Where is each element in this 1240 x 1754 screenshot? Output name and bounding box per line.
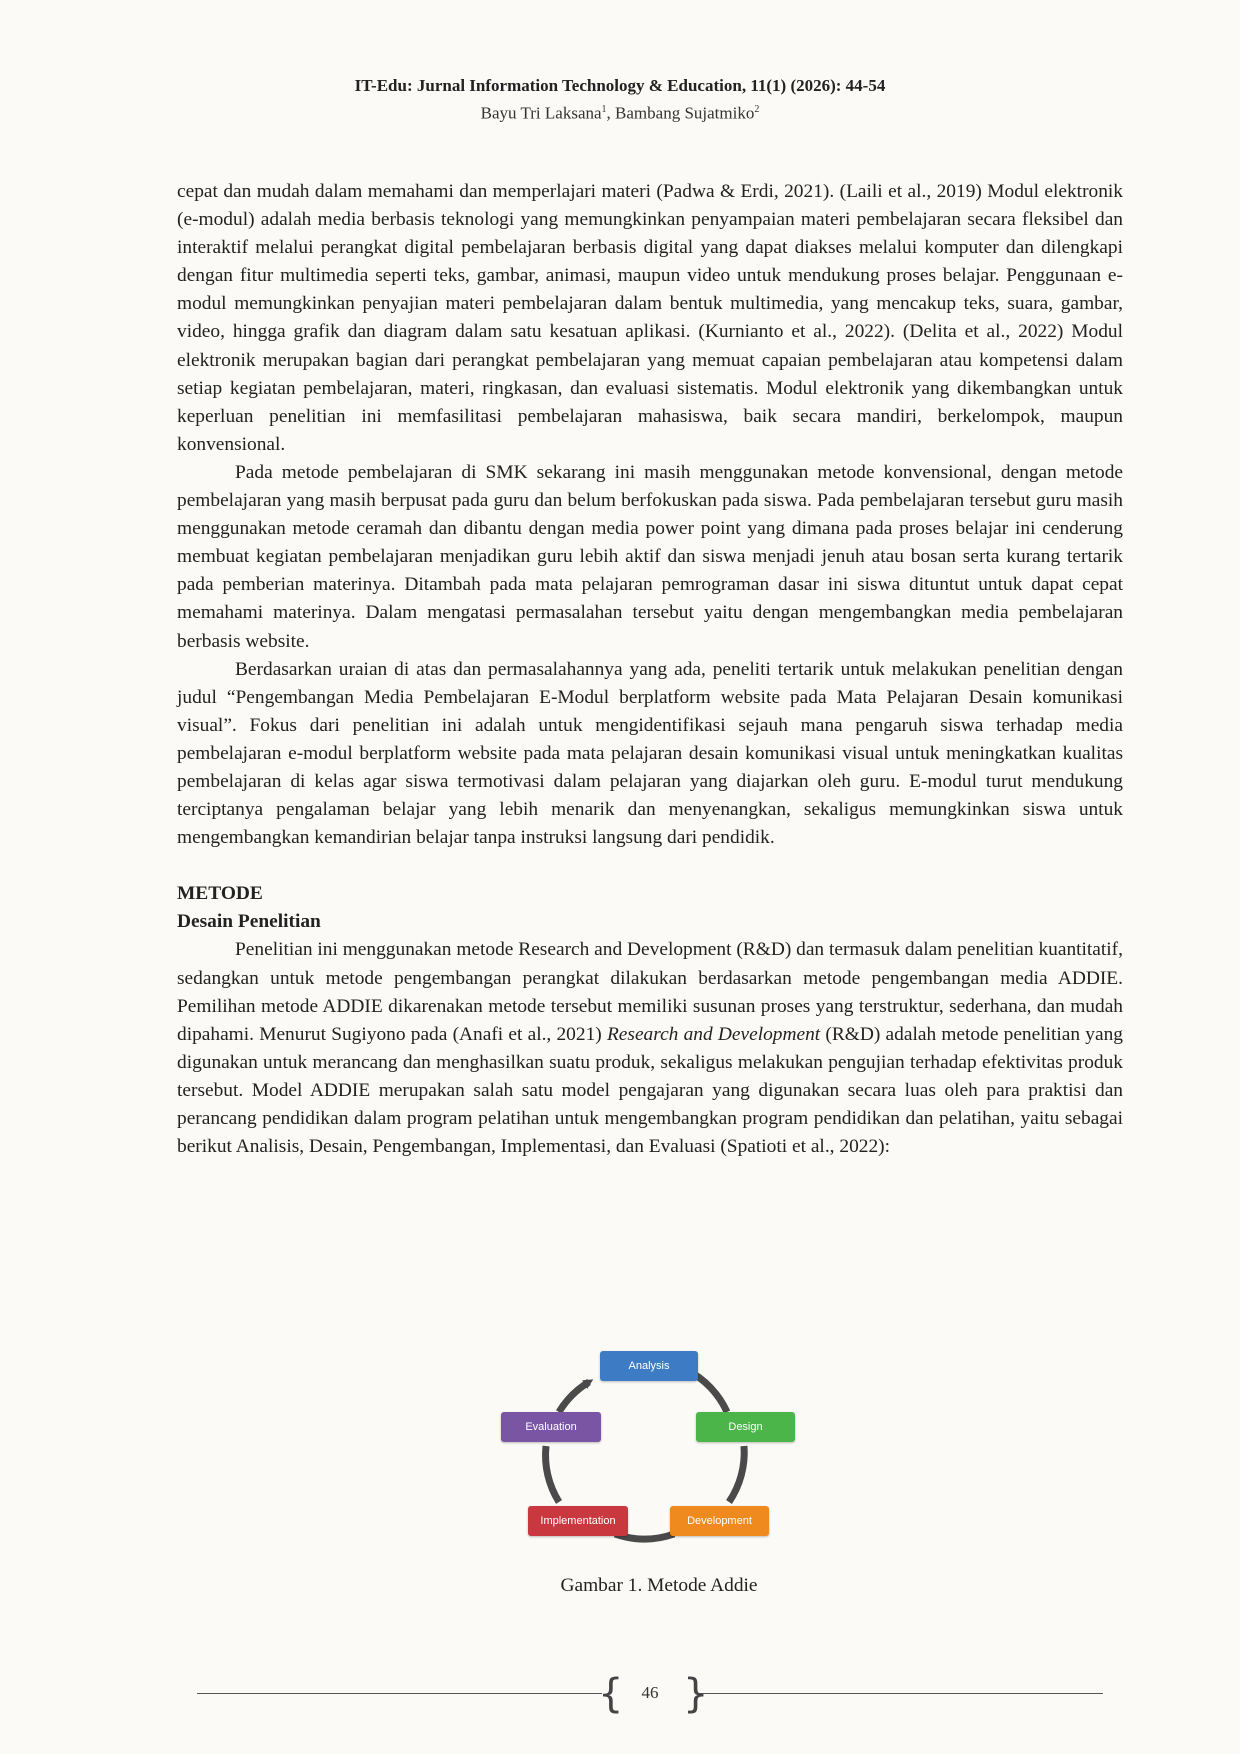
author-affiliation-mark: 1 bbox=[601, 104, 607, 115]
paragraph-text: Penelitian ini menggunakan metode Research and Development (R&D) dan termasuk dalam penelitian kuantitatif, sedangkan untuk metode pengembangan perangkat dilakukan berdasarkan metode pengembangan media ADDIE. Pemilihan metode ADDIE dikarenakan metode tersebut memiliki susunan proses yang terstruktur, sederhana, dan mudah dipahami. Menurut Sugiyono pada (Anafi et al., 2021) bbox=[177, 939, 1123, 1045]
page-number: 46 bbox=[641, 1683, 659, 1702]
arc-evaluation-to-analysis bbox=[559, 1382, 589, 1412]
author-affiliation-mark: 2 bbox=[754, 104, 760, 115]
addie-step-development: Development bbox=[670, 1506, 769, 1536]
running-header bbox=[0, 74, 1240, 126]
addie-step-implementation: Implementation bbox=[528, 1506, 628, 1536]
author-list bbox=[0, 98, 1240, 126]
author-name: Bayu Tri Laksana bbox=[480, 103, 602, 123]
arc-implementation-to-evaluation bbox=[546, 1446, 559, 1502]
figure-caption: Gambar 1. Metode Addie bbox=[560, 1575, 758, 1596]
body-text bbox=[177, 178, 1123, 1161]
footer-rule-left bbox=[197, 1693, 602, 1694]
footer-rule-right bbox=[697, 1693, 1103, 1694]
addie-step-analysis: Analysis bbox=[600, 1351, 698, 1381]
paragraph: Berdasarkan uraian di atas dan permasalahannya yang ada, peneliti tertarik untuk melakukan penelitian dengan judul “Pengembangan Media Pembelajaran E-Modul berplatform website pada Mata Pelajaran Desain komunikasi visual”. Fokus dari penelitian ini adalah untuk mengidentifikasi sejauh mana pengaruh siswa terhadap media pembelajaran e-modul berplatform website pada mata pelajaran desain komunikasi visual untuk meningkatkan kualitas pembelajaran di kelas agar siswa termotivasi dalam pelajaran yang diajarkan oleh guru. E-modul turut mendukung terciptanya pengalaman belajar yang lebih menarik dan menyenangkan, sekaligus memungkinkan siswa untuk mengembangkan kemandirian belajar tanpa instruksi langsung dari pendidik. bbox=[177, 658, 1123, 849]
author-name: Bambang Sujatmiko bbox=[615, 103, 755, 123]
paragraph bbox=[177, 936, 1123, 1161]
journal-citation: IT-Edu: Jurnal Information Technology & Education, 11(1) (2026): 44-54 bbox=[354, 76, 886, 95]
footer-right-brace: } bbox=[683, 1671, 709, 1717]
section-heading: METODE bbox=[177, 883, 263, 905]
paragraph-text: (R&D) adalah metode penelitian yang digunakan untuk merancang dan menghasilkan suatu produk, sekaligus melakukan pengujian terhadap efektivitas produk tersebut. Model ADDIE merupakan salah satu model pengajaran yang digunakan secara luas oleh para praktisi dan perancang pendidikan dalam program pelatihan untuk mengembangkan program pendidikan dan pelatihan, yaitu sebagai berikut Analisis, Desain, Pengembangan, Implementasi, dan Evaluasi (Spatioti et al., 2022): bbox=[177, 1023, 1123, 1158]
addie-step-evaluation: Evaluation bbox=[501, 1412, 601, 1442]
paragraph: cepat dan mudah dalam memahami dan memperlajari materi (Padwa & Erdi, 2021). (Laili et al., 2019) Modul elektronik (e-modul) adalah media berbasis teknologi yang memungkinkan penyampaian materi pembelajaran secara fleksibel dan interaktif melalui perangkat digital pembelajaran berbasis digital yang dapat diakses melalui komputer dan dilengkapi dengan fitur multimedia seperti teks, gambar, animasi, maupun video untuk mendukung proses belajar. Penggunaan e-modul memungkinkan penyajian materi pembelajaran dalam bentuk multimedia, yang mencakup teks, suara, gambar, video, hingga grafik dan diagram dalam satu kesatuan aplikasi. (Kurnianto et al., 2022). (Delita et al., 2022) Modul elektronik merupakan bagian dari perangkat pembelajaran yang memuat capaian pembelajaran atau kompetensi dalam setiap kegiatan pembelajaran, materi, ringkasan, dan evaluasi sistematis. Modul elektronik yang dikembangkan untuk keperluan penelitian ini memfasilitasi pembelajaran mahasiswa, baik secara mandiri, berkelompok, maupun konvensional. bbox=[177, 181, 1123, 455]
arc-design-to-development bbox=[729, 1446, 744, 1502]
italic-term: Research and Development bbox=[606, 1023, 821, 1045]
footer-left-brace: { bbox=[598, 1671, 624, 1717]
paragraph: Pada metode pembelajaran di SMK sekarang ini masih menggunakan metode konvensional, dengan metode pembelajaran yang masih berpusat pada guru dan belum berfokuskan pada siswa. Pada pembelajaran tersebut guru masih menggunakan metode ceramah dan dibantu dengan media power point yang dimana pada proses belajar ini cenderung membuat kegiatan pembelajaran menjadikan guru lebih aktif dan siswa menjadi jenuh atau bosan serta kurang tertarik pada pemberian materinya. Ditambah pada mata pelajaran pemrograman dasar ini siswa dituntut untuk dapat cepat memahami materinya. Dalam mengatasi permasalahan tersebut yaitu dengan mengembangkan media pembelajaran berbasis website. bbox=[177, 461, 1123, 652]
subsection-heading: Desain Penelitian bbox=[177, 911, 321, 933]
addie-cycle-diagram bbox=[495, 1346, 805, 1566]
addie-step-design: Design bbox=[696, 1412, 795, 1442]
author-separator: , bbox=[606, 103, 616, 123]
